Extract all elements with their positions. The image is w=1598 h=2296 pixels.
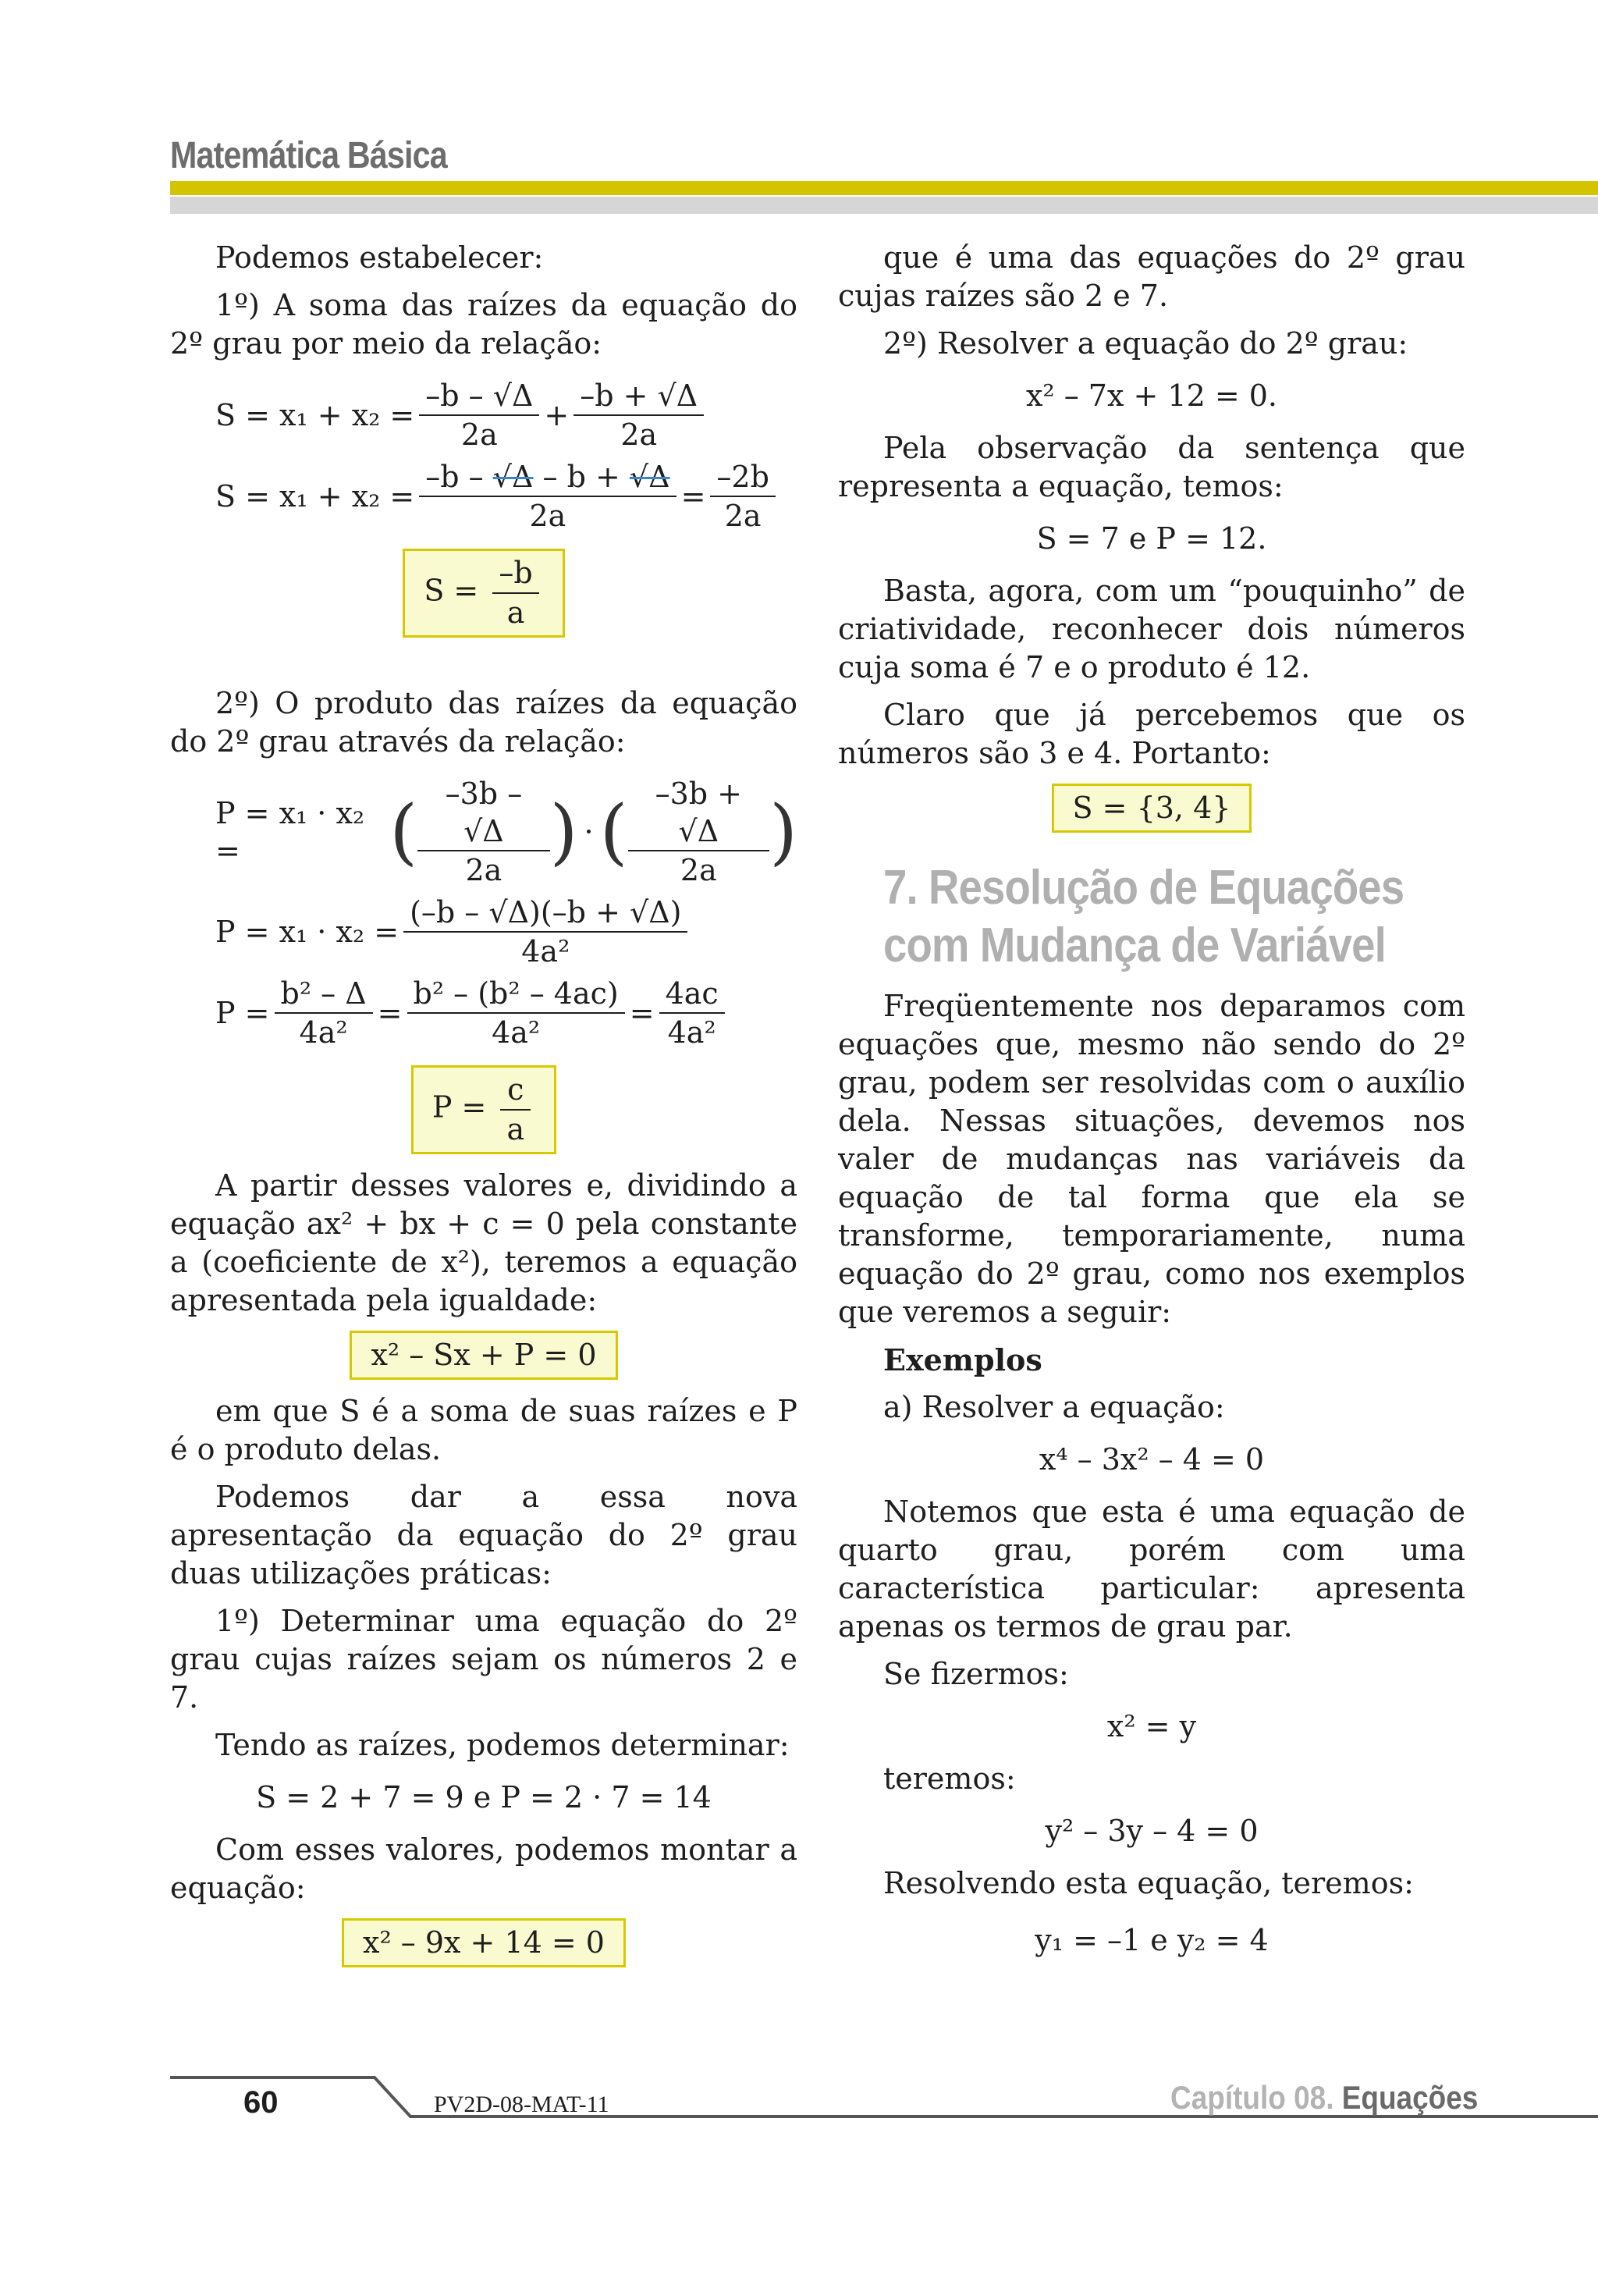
y-equation: y² – 3y – 4 = 0: [1045, 1814, 1259, 1848]
sum-line-1: [215, 377, 797, 453]
denominator: 2a: [465, 853, 502, 887]
fraction: [403, 894, 687, 970]
item-2-text: O produto das raízes da equação do 2º grau através da relação:: [170, 686, 797, 759]
numerator: (–b – √Δ)(–b + √Δ): [403, 894, 687, 933]
denominator: 4a²: [667, 1015, 716, 1050]
section-title: 7. Resolução de Equações com Mudança de Variável: [883, 861, 1404, 972]
observe-paragraph: Pela observação da sentença que representa a equação, temos:: [838, 431, 1465, 503]
having-paragraph: Tendo as raízes, podemos determinar:: [215, 1728, 790, 1762]
denominator: 4a²: [521, 934, 570, 969]
substitution-equation: x² = y: [1106, 1709, 1197, 1743]
item-1-number: 1º): [215, 288, 260, 322]
numerator: b² – (b² – 4ac): [407, 975, 625, 1014]
sum-line-2-lhs: S = x₁ + x₂ =: [215, 479, 415, 514]
fraction: [275, 975, 373, 1051]
y-roots: y₁ = –1 e y₂ = 4: [1035, 1923, 1269, 1957]
solution-box: S = {3, 4}: [1052, 784, 1252, 833]
use-1-paragraph: 1º) Determinar uma equação do 2º grau cujas raízes sejam os números 2 e 7.: [170, 1604, 797, 1715]
equals-sign: =: [629, 996, 655, 1030]
numerator: –2b: [710, 458, 776, 497]
denominator: 2a: [724, 499, 762, 533]
numerator: –b – √Δ: [419, 377, 539, 416]
product-box-lhs: P =: [431, 1089, 487, 1125]
denominator: 2a: [529, 499, 566, 533]
chapter-number: Capítulo 08.: [1170, 2079, 1334, 2116]
equals-sign: =: [680, 479, 706, 514]
item-1-paragraph: [170, 286, 797, 363]
product-line-3: [215, 975, 797, 1051]
numerator: b² – Δ: [275, 975, 373, 1014]
which-paragraph: que é uma das equações do 2º grau cujas raízes são 2 e 7.: [838, 240, 1465, 313]
left-paren: (: [599, 790, 628, 873]
running-header-title: Matemática Básica: [170, 135, 447, 176]
frequently-paragraph: Freqüentemente nos deparamos com equações que, mesmo não sendo do 2º grau, podem ser resolvidas com o auxílio dela. Nessas situações, devemos nos valer de mudanças nas variáveis da equação de tal forma que ela se transforme, temporariamente, numa equação do 2º grau, como nos exemplos que veremos a seguir:: [838, 989, 1465, 1329]
right-column: [838, 239, 1465, 1978]
clear-paragraph: Claro que já percebemos que os números são 3 e 4. Portanto:: [838, 698, 1465, 770]
numerator: 4ac: [659, 975, 725, 1014]
note-paragraph: Notemos que esta é uma equação de quarto grau, porém com uma característica particular: apresenta apenas os termos de grau par.: [838, 1495, 1465, 1644]
product-line-2: [215, 894, 797, 970]
where-paragraph: em que S é a soma de suas raízes e P é o produto delas.: [170, 1394, 797, 1466]
numerator: [419, 458, 676, 497]
sum-product-calc: S = 2 + 7 = 9 e P = 2 · 7 = 14: [256, 1780, 712, 1814]
header-yellow-bar: [170, 181, 1598, 195]
document-code: PV2D-08-MAT-11: [434, 2092, 609, 2117]
numerator: –3b – √Δ: [417, 775, 549, 851]
product-line-1: [215, 775, 797, 889]
equals-sign: =: [377, 996, 403, 1030]
item-2-paragraph: [170, 684, 797, 761]
numerator: –b + √Δ: [574, 377, 704, 416]
fraction: [419, 377, 539, 453]
fraction: [407, 975, 625, 1051]
intro-paragraph: Podemos estabelecer:: [215, 240, 544, 275]
fraction: [419, 458, 676, 535]
fraction: [500, 1071, 531, 1149]
product-line-2-lhs: P = x₁ · x₂ =: [215, 915, 400, 949]
sum-box-lhs: S =: [424, 573, 479, 608]
if-paragraph: Se fizermos:: [883, 1657, 1069, 1691]
product-result-box: [411, 1065, 556, 1154]
denominator: 2a: [460, 418, 498, 452]
example-a-label: a) Resolver a equação:: [883, 1390, 1225, 1424]
fraction: [492, 554, 538, 632]
general-form-box-wrap: [170, 1331, 797, 1380]
examples-heading: Exemplos: [883, 1342, 1042, 1377]
cancelled-term: √Δ: [492, 460, 534, 494]
sum-line-2: [215, 458, 797, 535]
uses-paragraph: Podemos dar a essa nova apresentação da equação do 2º grau duas utilizações práticas:: [170, 1480, 797, 1590]
sum-result-box-wrap: [170, 549, 797, 638]
right-paren: ): [549, 790, 578, 873]
numerator: –3b + √Δ: [628, 775, 770, 851]
product-derivation: [215, 775, 797, 1051]
enough-paragraph: Basta, agora, com um “pouquinho” de criatividade, reconhecer dois números cuja soma é 7 e o produto é 12.: [838, 574, 1465, 684]
denominator: 4a²: [299, 1015, 348, 1050]
chapter-label: [1170, 2079, 1478, 2117]
right-paren: ): [769, 790, 798, 873]
cancelled-term: √Δ: [629, 460, 670, 494]
use-2-paragraph: 2º) Resolver a equação do 2º grau:: [883, 326, 1408, 361]
denominator: a: [506, 1112, 525, 1146]
denominator: 4a²: [492, 1015, 541, 1050]
sum-result-box: [403, 549, 564, 638]
numerator: –b: [492, 554, 538, 594]
sum-line-1-lhs: S = x₁ + x₂ =: [215, 398, 415, 432]
quartic-equation: x⁴ – 3x² – 4 = 0: [1039, 1442, 1265, 1477]
numerator-part: –b –: [425, 460, 493, 494]
multiply-dot: ·: [584, 815, 594, 849]
denominator: 2a: [620, 418, 658, 452]
equation-1-box: x² – 9x + 14 = 0: [342, 1918, 626, 1967]
item-2-number: 2º): [215, 686, 260, 720]
we-have-paragraph: teremos:: [883, 1761, 1016, 1796]
chapter-name: Equações: [1341, 2079, 1479, 2116]
product-line-1-lhs: P = x₁ · x₂ =: [215, 796, 365, 868]
fraction: [628, 775, 770, 889]
numerator: c: [500, 1071, 531, 1111]
product-line-3-lhs: P =: [215, 996, 270, 1030]
left-paren: (: [389, 790, 418, 873]
solving-paragraph: Resolvendo esta equação, teremos:: [883, 1866, 1414, 1900]
header-gray-bar: [170, 197, 1598, 214]
fraction: [574, 377, 704, 453]
fraction: [710, 458, 776, 535]
page-number: 60: [243, 2085, 279, 2120]
divide-paragraph: A partir desses valores e, dividindo a equação ax² + bx + c = 0 pela constante a (coeficiente de x²), teremos a equação apresentada pela igualdade:: [170, 1168, 797, 1317]
left-column: [170, 239, 797, 1980]
general-form-box: x² – Sx + P = 0: [350, 1331, 617, 1380]
item-1-text: A soma das raízes da equação do 2º grau por meio da relação:: [170, 288, 797, 361]
numerator-part: – b +: [533, 460, 630, 494]
solution-box-wrap: [838, 784, 1465, 833]
with-paragraph: Com esses valores, podemos montar a equação:: [170, 1832, 797, 1905]
fraction: [417, 775, 549, 889]
equation-2: x² – 7x + 12 = 0.: [1025, 379, 1278, 413]
fraction: [659, 975, 725, 1051]
sum-derivation: [215, 377, 797, 535]
plus-sign: +: [544, 398, 570, 432]
equation-1-box-wrap: [170, 1918, 797, 1967]
sum-product-2: S = 7 e P = 12.: [1036, 521, 1267, 556]
denominator: 2a: [680, 853, 717, 887]
product-result-box-wrap: [170, 1065, 797, 1154]
denominator: a: [506, 595, 525, 630]
